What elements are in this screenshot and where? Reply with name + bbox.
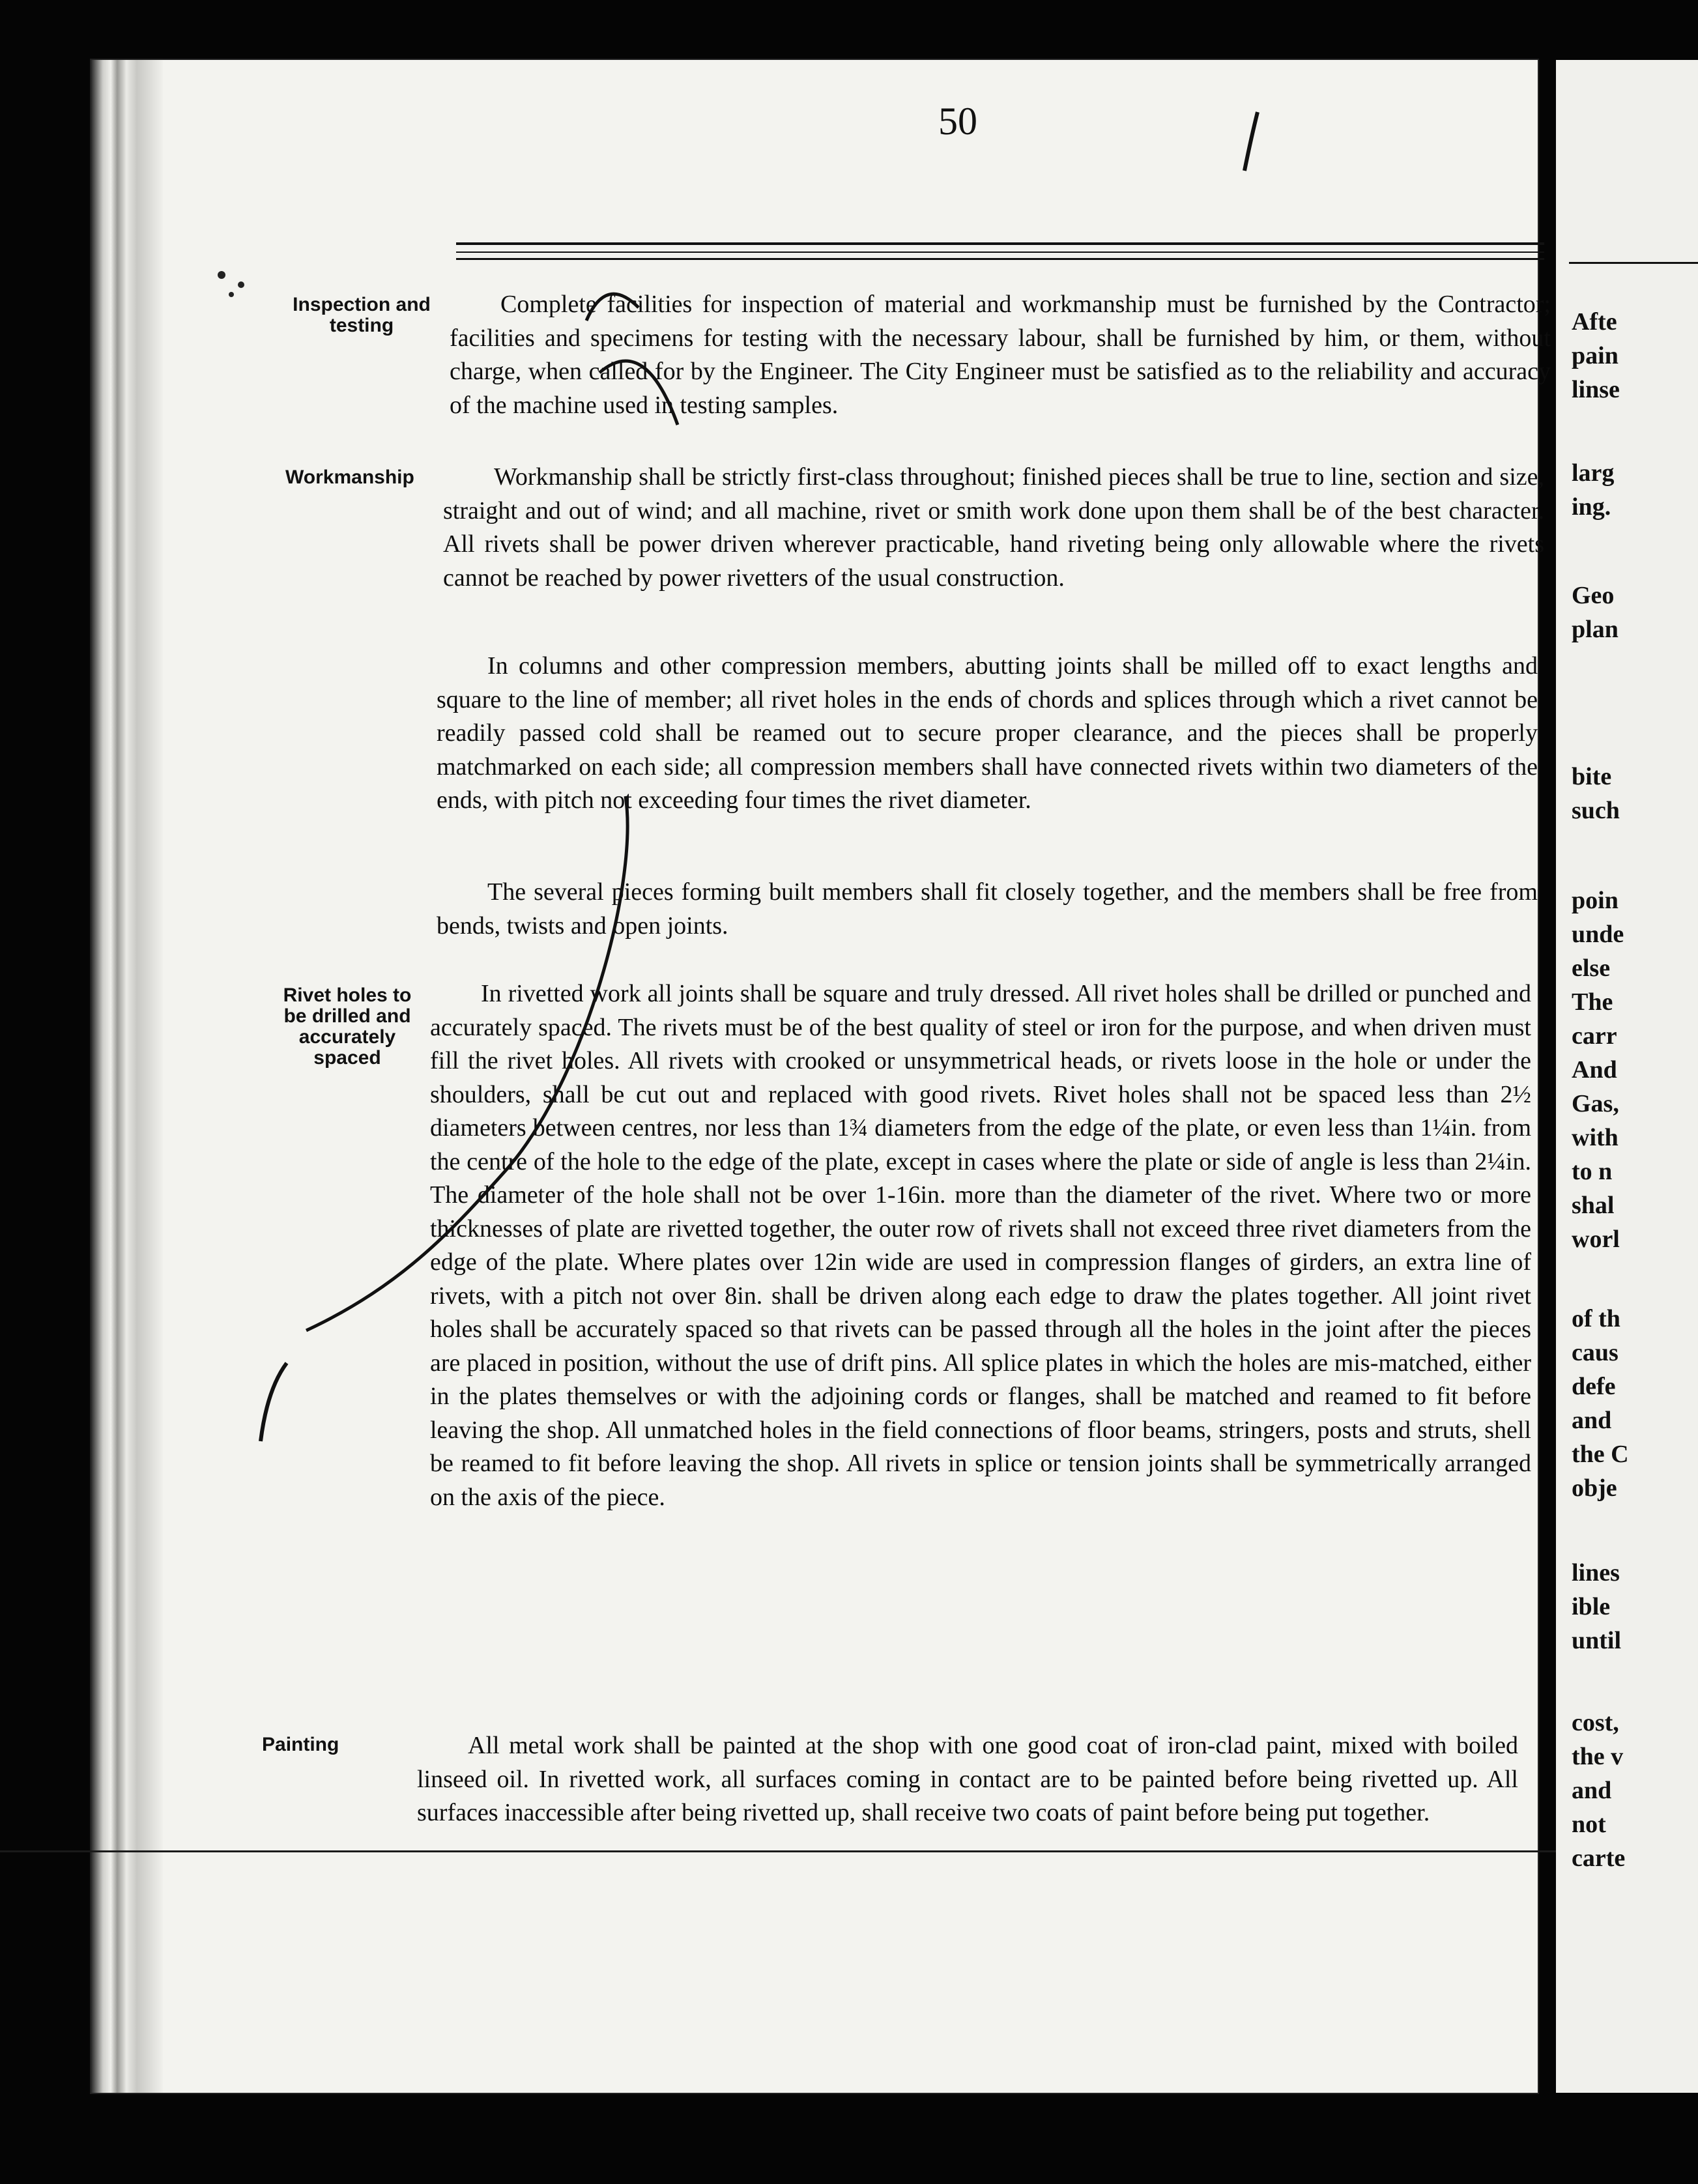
paragraph-built-members: The several pieces forming built members shall fit closely together, and the members shall be free from bends, twists and open joints.	[437, 878, 1538, 940]
adjacent-page-text: bite	[1572, 763, 1612, 790]
adjacent-page-text: ing.	[1572, 493, 1611, 521]
adjacent-page-text: And	[1572, 1056, 1617, 1084]
adjacent-page-text: linse	[1572, 376, 1620, 403]
margin-note-workmanship: Workmanship	[285, 467, 414, 488]
adjacent-page-text: Geo	[1572, 582, 1615, 609]
adjacent-page-text: poin	[1572, 887, 1619, 914]
adjacent-page-text: Gas,	[1572, 1090, 1619, 1117]
adjacent-page-text: and	[1572, 1407, 1612, 1434]
adjacent-page-text: defe	[1572, 1373, 1616, 1400]
pen-annotation-marks	[91, 60, 1538, 2093]
adjacent-page-text: the v	[1572, 1743, 1624, 1770]
adjacent-page-text: with	[1572, 1124, 1619, 1151]
paragraph-rivetted-work: In rivetted work all joints shall be square and truly dressed. All rivet holes shall be drilled or punched and accurately spaced. The rivets must be of the best quality of steel or iron for the purpose, and when driven must fill the rivet holes. All rivets with crooked or unsymmetrical heads, or rivets loose in the hole or under the shoulders, shall be cut out and replaced with good rivets. Rivet holes shall not be spaced less than 2½ diameters between centres, nor less than 1¾ diameters from the edge of the plate, or even less than 1¼in. from the centre of the hole to the edge of the plate, except in cases where the plate or side of angle is less than 2¼in. The diameter of the hole shall not be over 1-16in. more than the diameter of the rivet. Where two or more thicknesses of plate are rivetted together, the outer row of rivets shall not exceed three rivet diameters from the edge of the plate. Where plates over 12in wide are used in compression flanges of girders, an extra line of rivets, with a pitch not over 8in. shall be driven along each edge to draw the plates together. All joint rivet holes shall be accurately spaced so that rivets can be passed through all the holes in the joint after the pieces are placed in position, without the use of drift pins. All splice plates in which the holes are mis-matched, either in the plates themselves or with the adjoining cords or flanges, shall be matched and reamed to fit before leaving the shop. All unmatched holes in the field connections of floor beams, stringers, posts and struts, shell be reamed to fit before leaving the shop. All rivets in splice or tension joints shall be symmetrically arranged on the axis of the piece.	[430, 980, 1531, 1511]
adjacent-page-text: not	[1572, 1811, 1606, 1838]
adjacent-page-text: until	[1572, 1627, 1622, 1654]
adjacent-page-text: carte	[1572, 1845, 1626, 1872]
adjacent-page-text: of th	[1572, 1305, 1620, 1332]
page-fold-line	[0, 1850, 1698, 1852]
paragraph-inspection: Complete facilities for inspection of material and workmanship must be furnished by the Contractor; facilities and specimens for testing with the necessary labour, shall be furnished by him, or them, without charge, when called for by the Engineer. The City Engineer must be satisfied as to the reliability and accuracy of the machine used in testing samples.	[450, 291, 1551, 419]
adjacent-page-text: caus	[1572, 1339, 1619, 1366]
scanned-page	[91, 60, 1551, 2093]
adjacent-page-text: the C	[1572, 1441, 1629, 1468]
paragraph-painting: All metal work shall be painted at the shop with one good coat of iron-clad paint, mixed with boiled linseed oil. In rivetted work, all surfaces coming in contact are to be painted before being rivetted up. All surfaces inaccessible after being rivetted up, shall receive two coats of paint before being put together.	[417, 1732, 1518, 1826]
margin-note-painting: Painting	[262, 1734, 339, 1755]
adjacent-page-text: ible	[1572, 1593, 1611, 1620]
adjacent-page-text: pain	[1572, 342, 1619, 369]
adjacent-page-text: to n	[1572, 1158, 1613, 1185]
page-number: 50	[938, 100, 977, 143]
margin-note-inspection: Inspection and testing	[293, 294, 431, 336]
adjacent-page-edge	[1556, 60, 1698, 2093]
adjacent-page-text: obje	[1572, 1474, 1617, 1502]
adjacent-page-text: such	[1572, 797, 1620, 824]
paragraph-columns: In columns and other compression members, abutting joints shall be milled off to exact lengths and square to the line of member; all rivet holes in the ends of chords and splices through which a rivet cannot be readily passed cold shall be reamed out to secure proper clearance, and the pieces shall be properly matchmarked on each side; all compression members shall have connected rivets within two diameters of the ends, with pitch not exceeding four times the rivet diameter.	[437, 652, 1538, 814]
adjacent-page-text: Afte	[1572, 308, 1617, 336]
margin-note-rivet-holes: Rivet holes to be drilled and accurately spaced	[283, 984, 412, 1069]
adjacent-page-text: else	[1572, 955, 1611, 982]
paragraph-workmanship: Workmanship shall be strictly first-class throughout; finished pieces shall be true to line, section and size, straight and out of wind; and all machine, rivet or smith work done upon them shall be of the best character. All rivets shall be power driven wherever practicable, hand riveting being only allowable where the rivets cannot be reached by power rivetters of the usual construction.	[443, 463, 1544, 592]
adjacent-page-text: shal	[1572, 1192, 1615, 1219]
adjacent-page-text: worl	[1572, 1226, 1620, 1253]
header-rule	[1569, 262, 1698, 264]
adjacent-page-text: unde	[1572, 921, 1624, 948]
adjacent-page-text: lines	[1572, 1559, 1620, 1587]
adjacent-page-text: larg	[1572, 459, 1615, 487]
adjacent-page-text: carr	[1572, 1022, 1617, 1050]
adjacent-page-text: The	[1572, 988, 1613, 1016]
adjacent-page-text: and	[1572, 1777, 1612, 1804]
adjacent-page-text: plan	[1572, 616, 1619, 643]
adjacent-page-text: cost,	[1572, 1709, 1619, 1736]
